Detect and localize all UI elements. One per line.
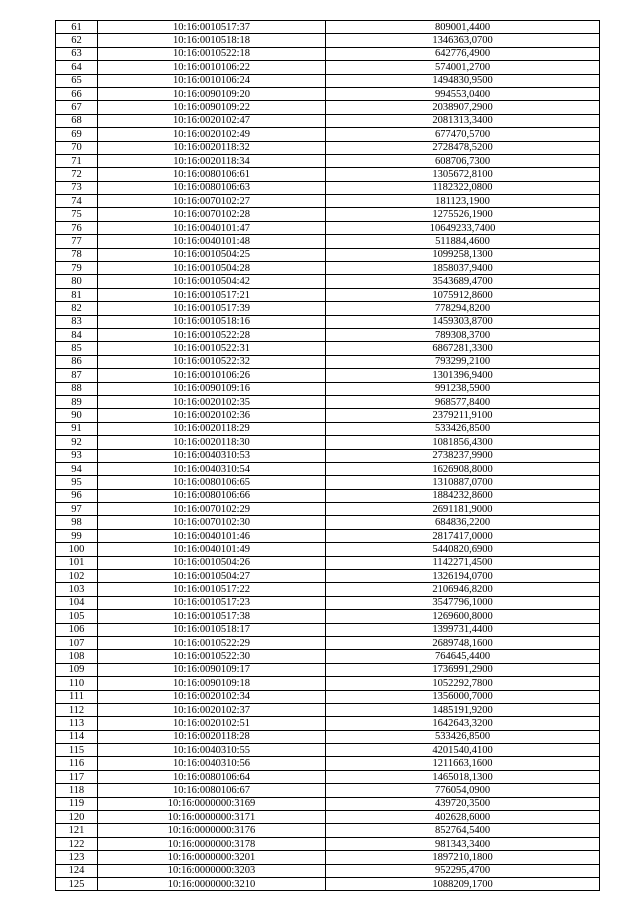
cadastral-number-cell: 10:16:0090109:20 [98,87,326,100]
row-number-cell: 102 [56,570,98,583]
cadastral-number-cell: 10:16:0080106:67 [98,784,326,797]
row-number-cell: 115 [56,744,98,757]
cadastral-number-cell: 10:16:0010517:37 [98,21,326,34]
value-cell: 677470,5700 [326,128,600,141]
table-row [56,221,600,234]
cadastral-number-cell: 10:16:0010504:42 [98,275,326,288]
cadastral-number-cell: 10:16:0000000:3176 [98,824,326,837]
cadastral-number-cell: 10:16:0020118:32 [98,141,326,154]
cadastral-number-cell: 10:16:0000000:3203 [98,864,326,877]
cadastral-number-cell: 10:16:0010504:25 [98,248,326,261]
cadastral-number-cell: 10:16:0020102:37 [98,703,326,716]
table-row [56,141,600,154]
cadastral-number-cell: 10:16:0010106:26 [98,369,326,382]
row-number-cell: 62 [56,34,98,47]
table-row [56,409,600,422]
cadastral-number-cell: 10:16:0040310:55 [98,744,326,757]
table-body [56,21,600,891]
row-number-cell: 71 [56,154,98,167]
value-cell: 608706,7300 [326,154,600,167]
row-number-cell: 92 [56,436,98,449]
table-row [56,797,600,810]
cadastral-value-table [55,20,600,891]
value-cell: 181123,1900 [326,195,600,208]
row-number-cell: 116 [56,757,98,770]
table-row [56,47,600,60]
cadastral-number-cell: 10:16:0010106:24 [98,74,326,87]
table-row [56,824,600,837]
row-number-cell: 104 [56,596,98,609]
value-cell: 2689748,1600 [326,636,600,649]
value-cell: 789308,3700 [326,328,600,341]
row-number-cell: 66 [56,87,98,100]
table-row [56,101,600,114]
cadastral-number-cell: 10:16:0020102:34 [98,690,326,703]
row-number-cell: 67 [56,101,98,114]
value-cell: 4201540,4100 [326,744,600,757]
table-row [56,503,600,516]
cadastral-number-cell: 10:16:0000000:3169 [98,797,326,810]
table-row [56,355,600,368]
value-cell: 5440820,6900 [326,543,600,556]
table-row [56,262,600,275]
value-cell: 1275526,1900 [326,208,600,221]
table-row [56,369,600,382]
table-row [56,328,600,341]
row-number-cell: 97 [56,503,98,516]
row-number-cell: 99 [56,529,98,542]
row-number-cell: 87 [56,369,98,382]
cadastral-number-cell: 10:16:0010522:30 [98,650,326,663]
row-number-cell: 111 [56,690,98,703]
value-cell: 511884,4600 [326,235,600,248]
table-row [56,770,600,783]
value-cell: 684836,2200 [326,516,600,529]
table-row [56,878,600,891]
cadastral-number-cell: 10:16:0080106:65 [98,476,326,489]
value-cell: 1356000,7000 [326,690,600,703]
cadastral-number-cell: 10:16:0020118:30 [98,436,326,449]
value-cell: 1088209,1700 [326,878,600,891]
table-row [56,87,600,100]
row-number-cell: 105 [56,610,98,623]
table-row [56,315,600,328]
cadastral-number-cell: 10:16:0040101:46 [98,529,326,542]
row-number-cell: 78 [56,248,98,261]
table-row [56,837,600,850]
row-number-cell: 72 [56,168,98,181]
row-number-cell: 121 [56,824,98,837]
table-row [56,811,600,824]
value-cell: 1081856,4300 [326,436,600,449]
table-row [56,489,600,502]
table-row [56,583,600,596]
value-cell: 776054,0900 [326,784,600,797]
row-number-cell: 106 [56,623,98,636]
table-row [56,556,600,569]
value-cell: 2817417,0000 [326,529,600,542]
table-row [56,128,600,141]
table-row [56,543,600,556]
value-cell: 952295,4700 [326,864,600,877]
cadastral-number-cell: 10:16:0090109:18 [98,677,326,690]
table-row [56,61,600,74]
row-number-cell: 63 [56,47,98,60]
cadastral-number-cell: 10:16:0010522:29 [98,636,326,649]
row-number-cell: 68 [56,114,98,127]
cadastral-number-cell: 10:16:0010517:22 [98,583,326,596]
row-number-cell: 80 [56,275,98,288]
row-number-cell: 103 [56,583,98,596]
row-number-cell: 64 [56,61,98,74]
value-cell: 1465018,1300 [326,770,600,783]
cadastral-number-cell: 10:16:0010517:23 [98,596,326,609]
cadastral-number-cell: 10:16:0020118:34 [98,154,326,167]
table-row [56,382,600,395]
cadastral-number-cell: 10:16:0010517:39 [98,302,326,315]
cadastral-number-cell: 10:16:0090109:16 [98,382,326,395]
row-number-cell: 123 [56,851,98,864]
row-number-cell: 110 [56,677,98,690]
value-cell: 809001,4400 [326,21,600,34]
row-number-cell: 101 [56,556,98,569]
row-number-cell: 120 [56,811,98,824]
cadastral-number-cell: 10:16:0040310:53 [98,449,326,462]
cadastral-number-cell: 10:16:0040101:49 [98,543,326,556]
table-row [56,570,600,583]
value-cell: 991238,5900 [326,382,600,395]
table-row [56,610,600,623]
value-cell: 1884232,8600 [326,489,600,502]
table-row [56,342,600,355]
cadastral-number-cell: 10:16:0080106:64 [98,770,326,783]
row-number-cell: 88 [56,382,98,395]
cadastral-number-cell: 10:16:0070102:30 [98,516,326,529]
row-number-cell: 90 [56,409,98,422]
value-cell: 981343,3400 [326,837,600,850]
value-cell: 533426,8500 [326,730,600,743]
table-row [56,449,600,462]
cadastral-number-cell: 10:16:0080106:66 [98,489,326,502]
cadastral-number-cell: 10:16:0010517:21 [98,288,326,301]
value-cell: 533426,8500 [326,422,600,435]
value-cell: 642776,4900 [326,47,600,60]
table-row [56,275,600,288]
cadastral-number-cell: 10:16:0090109:17 [98,663,326,676]
cadastral-number-cell: 10:16:0020102:35 [98,395,326,408]
row-number-cell: 83 [56,315,98,328]
row-number-cell: 93 [56,449,98,462]
cadastral-number-cell: 10:16:0020118:28 [98,730,326,743]
row-number-cell: 100 [56,543,98,556]
value-cell: 1626908,8000 [326,462,600,475]
cadastral-number-cell: 10:16:0040101:47 [98,221,326,234]
row-number-cell: 114 [56,730,98,743]
value-cell: 574001,2700 [326,61,600,74]
row-number-cell: 118 [56,784,98,797]
row-number-cell: 76 [56,221,98,234]
table-row [56,744,600,757]
row-number-cell: 122 [56,837,98,850]
table-row [56,717,600,730]
value-cell: 793299,2100 [326,355,600,368]
value-cell: 1075912,8600 [326,288,600,301]
row-number-cell: 94 [56,462,98,475]
value-cell: 3543689,4700 [326,275,600,288]
value-cell: 1459303,8700 [326,315,600,328]
value-cell: 10649233,7400 [326,221,600,234]
cadastral-number-cell: 10:16:0010522:32 [98,355,326,368]
value-cell: 2106946,8200 [326,583,600,596]
table-row [56,462,600,475]
row-number-cell: 86 [56,355,98,368]
row-number-cell: 108 [56,650,98,663]
value-cell: 1269600,8000 [326,610,600,623]
table-row [56,677,600,690]
cadastral-number-cell: 10:16:0070102:27 [98,195,326,208]
table-row [56,288,600,301]
row-number-cell: 74 [56,195,98,208]
value-cell: 1301396,9400 [326,369,600,382]
value-cell: 1326194,0700 [326,570,600,583]
cadastral-number-cell: 10:16:0020118:29 [98,422,326,435]
value-cell: 1305672,8100 [326,168,600,181]
cadastral-number-cell: 10:16:0020102:36 [98,409,326,422]
cadastral-number-cell: 10:16:0010522:28 [98,328,326,341]
value-cell: 1310887,0700 [326,476,600,489]
table-row [56,34,600,47]
value-cell: 2081313,3400 [326,114,600,127]
table-row [56,529,600,542]
value-cell: 2379211,9100 [326,409,600,422]
cadastral-number-cell: 10:16:0010518:16 [98,315,326,328]
table-row [56,436,600,449]
cadastral-number-cell: 10:16:0040310:54 [98,462,326,475]
table-row [56,181,600,194]
cadastral-number-cell: 10:16:0010106:22 [98,61,326,74]
cadastral-number-cell: 10:16:0020102:51 [98,717,326,730]
table-row [56,663,600,676]
table-row [56,114,600,127]
row-number-cell: 89 [56,395,98,408]
value-cell: 1736991,2900 [326,663,600,676]
row-number-cell: 95 [56,476,98,489]
value-cell: 2738237,9900 [326,449,600,462]
table-row [56,208,600,221]
row-number-cell: 84 [56,328,98,341]
cadastral-number-cell: 10:16:0010504:27 [98,570,326,583]
row-number-cell: 119 [56,797,98,810]
cadastral-number-cell: 10:16:0000000:3210 [98,878,326,891]
table-row [56,422,600,435]
table-row [56,851,600,864]
row-number-cell: 112 [56,703,98,716]
cadastral-number-cell: 10:16:0040310:56 [98,757,326,770]
table-row [56,248,600,261]
row-number-cell: 91 [56,422,98,435]
table-row [56,690,600,703]
table-row [56,623,600,636]
row-number-cell: 85 [56,342,98,355]
value-cell: 402628,6000 [326,811,600,824]
row-number-cell: 75 [56,208,98,221]
value-cell: 1485191,9200 [326,703,600,716]
value-cell: 1897210,1800 [326,851,600,864]
cadastral-number-cell: 10:16:0000000:3171 [98,811,326,824]
row-number-cell: 96 [56,489,98,502]
cadastral-number-cell: 10:16:0090109:22 [98,101,326,114]
value-cell: 439720,3500 [326,797,600,810]
cadastral-number-cell: 10:16:0000000:3201 [98,851,326,864]
cadastral-number-cell: 10:16:0070102:29 [98,503,326,516]
cadastral-number-cell: 10:16:0070102:28 [98,208,326,221]
value-cell: 2691181,9000 [326,503,600,516]
table-row [56,730,600,743]
value-cell: 1346363,0700 [326,34,600,47]
value-cell: 1099258,1300 [326,248,600,261]
row-number-cell: 77 [56,235,98,248]
table-row [56,21,600,34]
cadastral-number-cell: 10:16:0010517:38 [98,610,326,623]
row-number-cell: 70 [56,141,98,154]
table-row [56,302,600,315]
row-number-cell: 125 [56,878,98,891]
table-row [56,864,600,877]
table-row [56,596,600,609]
cadastral-number-cell: 10:16:0020102:49 [98,128,326,141]
cadastral-number-cell: 10:16:0080106:63 [98,181,326,194]
table-row [56,650,600,663]
table-row [56,74,600,87]
cadastral-number-cell: 10:16:0010522:31 [98,342,326,355]
cadastral-number-cell: 10:16:0010518:17 [98,623,326,636]
value-cell: 1182322,0800 [326,181,600,194]
table-row [56,235,600,248]
table-row [56,476,600,489]
row-number-cell: 117 [56,770,98,783]
value-cell: 3547796,1000 [326,596,600,609]
row-number-cell: 73 [56,181,98,194]
table-row [56,636,600,649]
value-cell: 778294,8200 [326,302,600,315]
row-number-cell: 107 [56,636,98,649]
row-number-cell: 98 [56,516,98,529]
value-cell: 852764,5400 [326,824,600,837]
cadastral-number-cell: 10:16:0040101:48 [98,235,326,248]
row-number-cell: 81 [56,288,98,301]
table-row [56,395,600,408]
row-number-cell: 65 [56,74,98,87]
cadastral-number-cell: 10:16:0020102:47 [98,114,326,127]
value-cell: 2728478,5200 [326,141,600,154]
table-row [56,516,600,529]
value-cell: 2038907,2900 [326,101,600,114]
cadastral-number-cell: 10:16:0010522:18 [98,47,326,60]
table-row [56,703,600,716]
cadastral-number-cell: 10:16:0080106:61 [98,168,326,181]
value-cell: 1399731,4400 [326,623,600,636]
value-cell: 994553,0400 [326,87,600,100]
value-cell: 1858037,9400 [326,262,600,275]
value-cell: 1642643,3200 [326,717,600,730]
table-row [56,168,600,181]
value-cell: 968577,8400 [326,395,600,408]
table-row [56,784,600,797]
row-number-cell: 109 [56,663,98,676]
value-cell: 764645,4400 [326,650,600,663]
value-cell: 6867281,3300 [326,342,600,355]
table-row [56,195,600,208]
cadastral-number-cell: 10:16:0010504:26 [98,556,326,569]
row-number-cell: 69 [56,128,98,141]
value-cell: 1052292,7800 [326,677,600,690]
value-cell: 1211663,1600 [326,757,600,770]
cadastral-number-cell: 10:16:0010504:28 [98,262,326,275]
value-cell: 1142271,4500 [326,556,600,569]
row-number-cell: 61 [56,21,98,34]
cadastral-number-cell: 10:16:0010518:18 [98,34,326,47]
value-cell: 1494830,9500 [326,74,600,87]
row-number-cell: 79 [56,262,98,275]
table-row [56,757,600,770]
row-number-cell: 113 [56,717,98,730]
row-number-cell: 82 [56,302,98,315]
table-row [56,154,600,167]
cadastral-number-cell: 10:16:0000000:3178 [98,837,326,850]
row-number-cell: 124 [56,864,98,877]
